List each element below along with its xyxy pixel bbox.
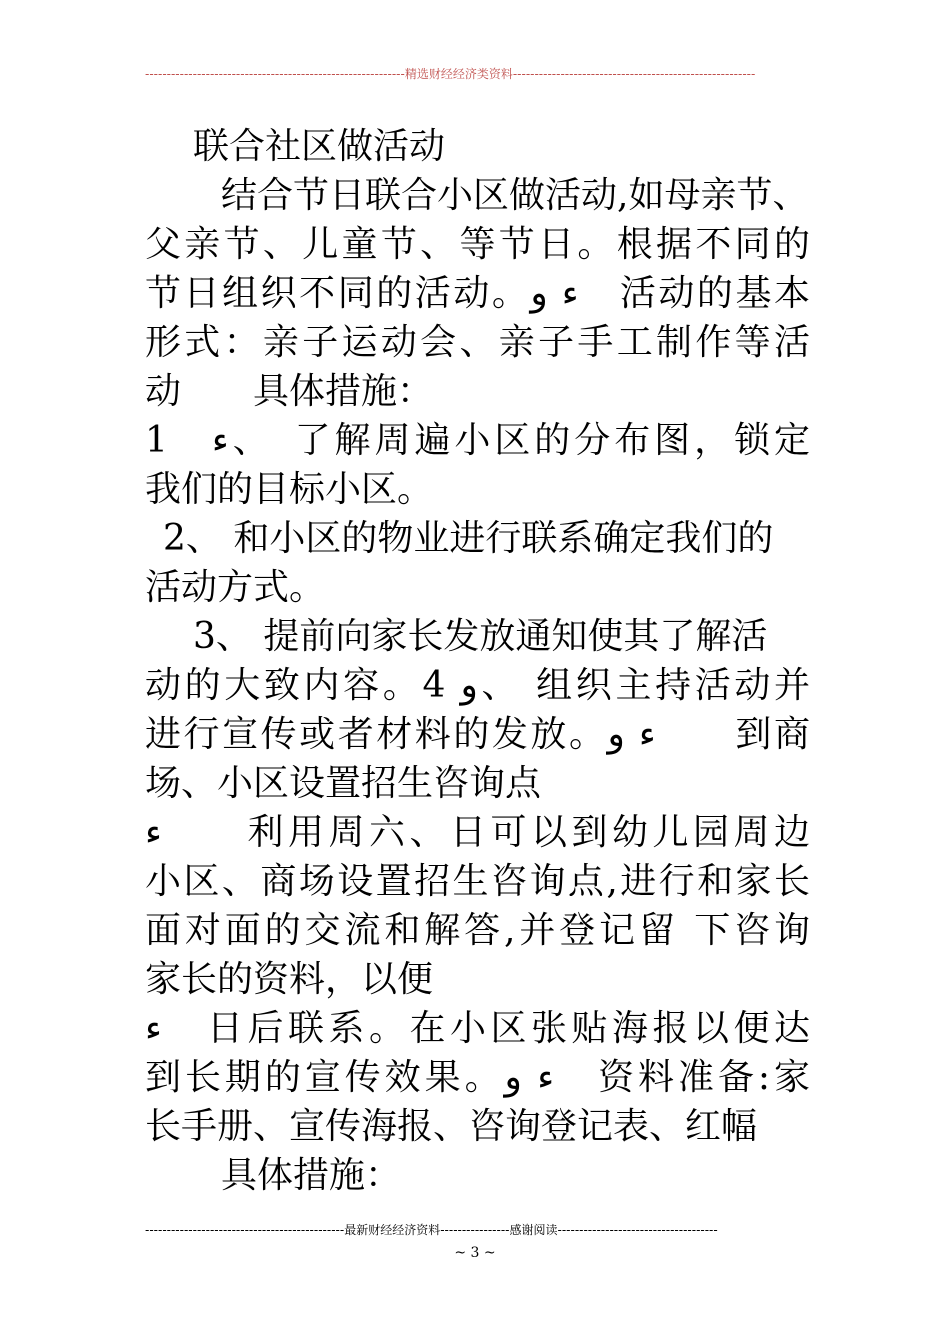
document-title: 联合社区做活动 xyxy=(193,126,446,167)
page-header xyxy=(145,66,757,82)
paragraph-line: ء 利用周六、日可以到幼儿园周边 xyxy=(145,812,810,853)
footer-label-1: 最新财经经济资料 xyxy=(344,1223,441,1237)
paragraph-line: 小区、商场设置招生咨询点,进行和家长 xyxy=(145,861,810,902)
list-item: 1 ء、 了解周遍小区的分布图，锁定 xyxy=(145,420,810,461)
paragraph-line: 场、小区设置招生咨询点 xyxy=(145,763,542,804)
header-right-dashes: -------------------------------------------------------- xyxy=(512,67,756,81)
header-label: 精选财经经济类资料 xyxy=(404,67,513,81)
list-item-continuation: 活动方式。 xyxy=(145,567,326,608)
footer-mid-dashes: ---------------- xyxy=(440,1223,510,1237)
paragraph-line: ء 日后联系。在小区张贴海报以便达 xyxy=(145,1008,810,1049)
paragraph-line: 形式：亲子运动会、亲子手工制作等活 xyxy=(145,322,810,363)
paragraph-line: 结合节日联合小区做活动,如母亲节、 xyxy=(221,175,809,216)
paragraph-line: 父亲节、儿童节、等节日。根据不同的 xyxy=(145,224,810,265)
list-item: 2、 和小区的物业进行联系确定我们的 xyxy=(163,518,774,559)
paragraph-line: 家长的资料，以便 xyxy=(145,959,434,1000)
paragraph-line: 长手册、宣传海报、咨询登记表、红幅 xyxy=(145,1106,758,1147)
list-item-continuation: 我们的目标小区。 xyxy=(145,469,434,510)
footer-right-dashes: ------------------------------------- xyxy=(557,1223,718,1237)
page-number: ~ 3 ~ xyxy=(454,1245,496,1261)
paragraph-line: 面对面的交流和解答,并登记留 下咨询 xyxy=(145,910,810,951)
header-left-dashes: ------------------------------------------------------------ xyxy=(145,67,405,81)
paragraph-line: 节日组织不同的活动。ء و 活动的基本 xyxy=(145,273,810,314)
paragraph-line: 到长期的宣传效果。ء و 资料准备:家 xyxy=(145,1057,810,1098)
paragraph-line: 动 具体措施： xyxy=(145,371,434,412)
document-body xyxy=(145,122,810,1200)
paragraph-line: 进行宣传或者材料的发放。ء و 到商 xyxy=(145,714,810,755)
section-heading: 具体措施： xyxy=(221,1155,402,1196)
list-item-continuation: 动的大致内容。4 و、 组织主持活动并 xyxy=(145,665,810,706)
footer-left-dashes: ---------------------------------------------- xyxy=(145,1223,345,1237)
list-item: 3、 提前向家长发放通知使其了解活 xyxy=(193,616,768,657)
footer-label-2: 感谢阅读 xyxy=(509,1223,558,1237)
page-footer xyxy=(145,1222,790,1238)
